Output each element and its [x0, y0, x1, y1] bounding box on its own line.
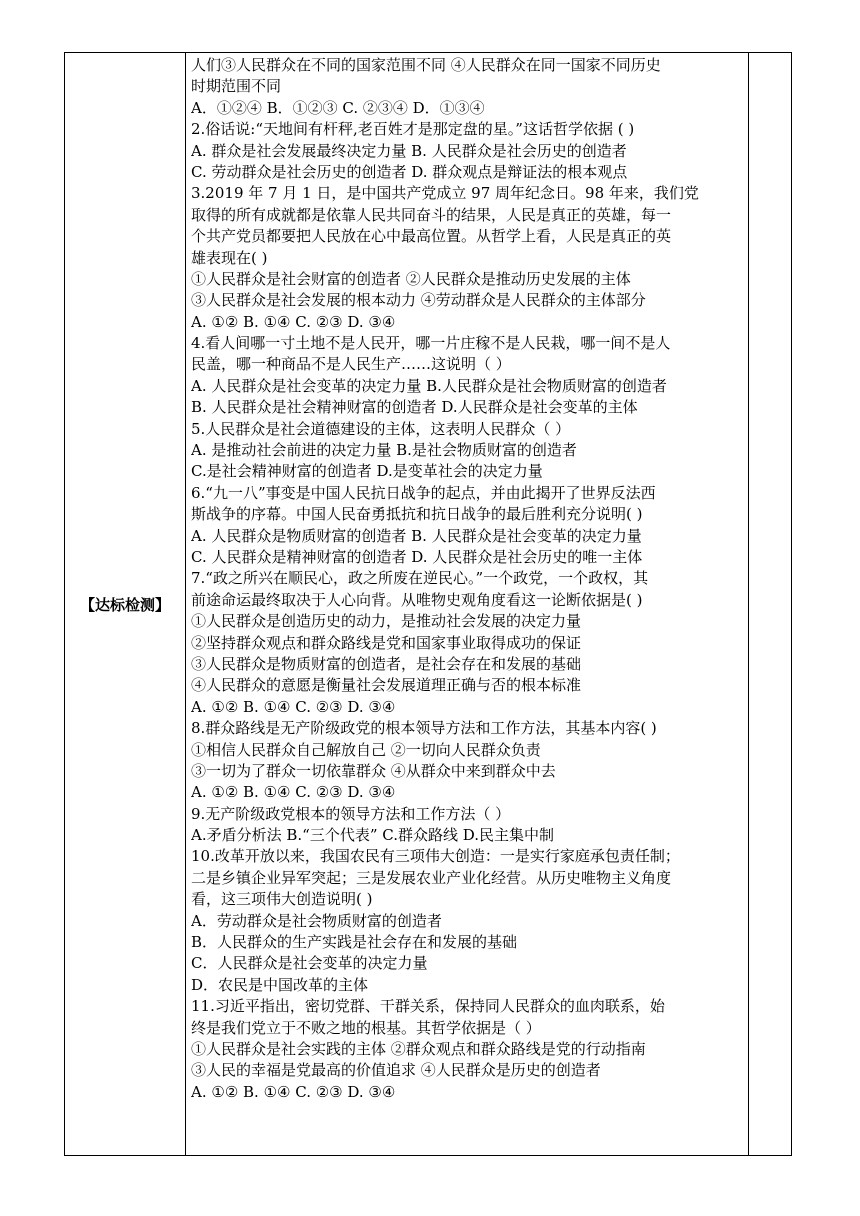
- text-line: ③一切为了群众一切依靠群众 ④从群众中来到群众中去: [191, 761, 556, 780]
- text-line: 看，这三项伟大创造说明( ): [191, 890, 373, 909]
- section-label: 【达标检测】: [79, 595, 170, 614]
- text-line: A. ①② B. ①④ C. ②③ D. ③④: [191, 312, 396, 331]
- text-line: C. 劳动群众是社会历史的创造者 D. 群众观点是辩证法的根本观点: [191, 162, 628, 181]
- text-line: ①人民群众是社会财富的创造者 ②人民群众是推动历史发展的主体: [191, 269, 631, 288]
- text-line: A.矛盾分析法 B.“三个代表” C.群众路线 D.民主集中制: [191, 826, 555, 845]
- text-line: A. 群众是社会发展最终决定力量 B. 人民群众是社会历史的创造者: [191, 141, 627, 160]
- text-line: 6.“九一八”事变是中国人民抗日战争的起点，并由此揭开了世界反法西: [191, 483, 656, 502]
- text-line: 个共产党员都要把人民放在心中最高位置。从哲学上看，人民是真正的英: [191, 227, 672, 246]
- text-line: 前途命运最终取决于人心向背。从唯物史观角度看这一论断依据是( ): [191, 590, 643, 609]
- text-line: 9.无产阶级政党根本的领导方法和工作方法（ ）: [191, 804, 511, 823]
- text-line: A. ①② B. ①④ C. ②③ D. ③④: [191, 783, 396, 802]
- text-line: 雄表现在( ): [191, 248, 268, 267]
- text-line: ①人民群众是创造历史的动力，是推动社会发展的决定力量: [191, 612, 582, 631]
- column-divider-right: [748, 53, 749, 1155]
- text-line: A. 人民群众是社会变革的决定力量 B.人民群众是社会物质财富的创造者: [191, 376, 667, 395]
- text-line: D．农民是中国改革的主体: [191, 975, 369, 994]
- text-line: A. ①② B. ①④ C. ②③ D. ③④: [191, 1082, 396, 1101]
- text-line: A．①②④ B．①②③ C. ②③④ D．①③④: [191, 98, 485, 117]
- text-line: 7.“政之所兴在顺民心，政之所废在逆民心。”一个政党，一个政权，其: [191, 569, 649, 588]
- text-line: ①相信人民群众自己解放自己 ②一切向人民群众负责: [191, 740, 541, 759]
- text-line: C．人民群众是社会变革的决定力量: [191, 954, 428, 973]
- text-line: 时期范围不同: [191, 77, 282, 96]
- text-line: 二是乡镇企业异军突起；三是发展农业产业化经营。从历史唯物主义角度: [191, 868, 672, 887]
- exercise-table: [64, 52, 792, 1156]
- text-line: A. 人民群众是物质财富的创造者 B. 人民群众是社会变革的决定力量: [191, 526, 642, 545]
- column-divider-left: [185, 53, 186, 1155]
- text-line: A. ①② B. ①④ C. ②③ D. ③④: [191, 697, 396, 716]
- text-line: ③人民群众是社会发展的根本动力 ④劳动群众是人民群众的主体部分: [191, 291, 646, 310]
- text-line: 取得的所有成就都是依靠人民共同奋斗的结果，人民是真正的英雄，每一: [191, 205, 672, 224]
- text-line: 3.2019 年 7 月 1 日，是中国共产党成立 97 周年纪念日。98 年来，我们党: [191, 184, 699, 203]
- text-line: 终是我们党立于不败之地的根基。其哲学依据是（ ）: [191, 1018, 541, 1037]
- text-line: ③人民群众是物质财富的创造者，是社会存在和发展的基础: [191, 654, 582, 673]
- text-line: C.是社会精神财富的创造者 D.是变革社会的决定力量: [191, 462, 543, 481]
- text-line: A. 是推动社会前进的决定力量 B.是社会物质财富的创造者: [191, 441, 577, 460]
- text-line: B. 人民群众是社会精神财富的创造者 D.人民群众是社会变革的主体: [191, 398, 638, 417]
- text-line: 4.看人间哪一寸土地不是人民开，哪一片庄稼不是人民栽，哪一间不是人: [191, 334, 671, 353]
- question-content: [191, 55, 747, 1103]
- text-line: ①人民群众是社会实践的主体 ②群众观点和群众路线是党的行动指南: [191, 1039, 646, 1058]
- text-line: ②坚持群众观点和群众路线是党和国家事业取得成功的保证: [191, 633, 582, 652]
- text-line: ④人民群众的意愿是衡量社会发展道理正确与否的根本标准: [191, 676, 582, 695]
- text-line: 2.俗话说:“天地间有杆秤,老百姓才是那定盘的星。”这话哲学依据 ( ): [191, 120, 635, 139]
- text-line: 8.群众路线是无产阶级政党的根本领导方法和工作方法，其基本内容( ): [191, 719, 657, 738]
- text-line: 人们③人民群众在不同的国家范围不同 ④人民群众在同一国家不同历史: [191, 56, 661, 74]
- text-line: 10.改革开放以来，我国农民有三项伟大创造：一是实行家庭承包责任制；: [191, 847, 680, 866]
- text-line: 民盖，哪一种商品不是人民生产……这说明（ ）: [191, 355, 511, 374]
- text-line: 斯战争的序幕。中国人民奋勇抵抗和抗日战争的最后胜利充分说明( ): [191, 505, 643, 524]
- text-line: 5.人民群众是社会道德建设的主体，这表明人民群众（ ）: [191, 419, 571, 438]
- text-line: B．人民群众的生产实践是社会存在和发展的基础: [191, 933, 518, 952]
- text-line: ③人民的幸福是党最高的价值追求 ④人民群众是历史的创造者: [191, 1061, 601, 1080]
- text-line: A．劳动群众是社会物质财富的创造者: [191, 911, 442, 930]
- text-line: C. 人民群众是精神财富的创造者 D. 人民群众是社会历史的唯一主体: [191, 547, 643, 566]
- text-line: 11.习近平指出，密切党群、干群关系，保持同人民群众的血肉联系，始: [191, 997, 665, 1016]
